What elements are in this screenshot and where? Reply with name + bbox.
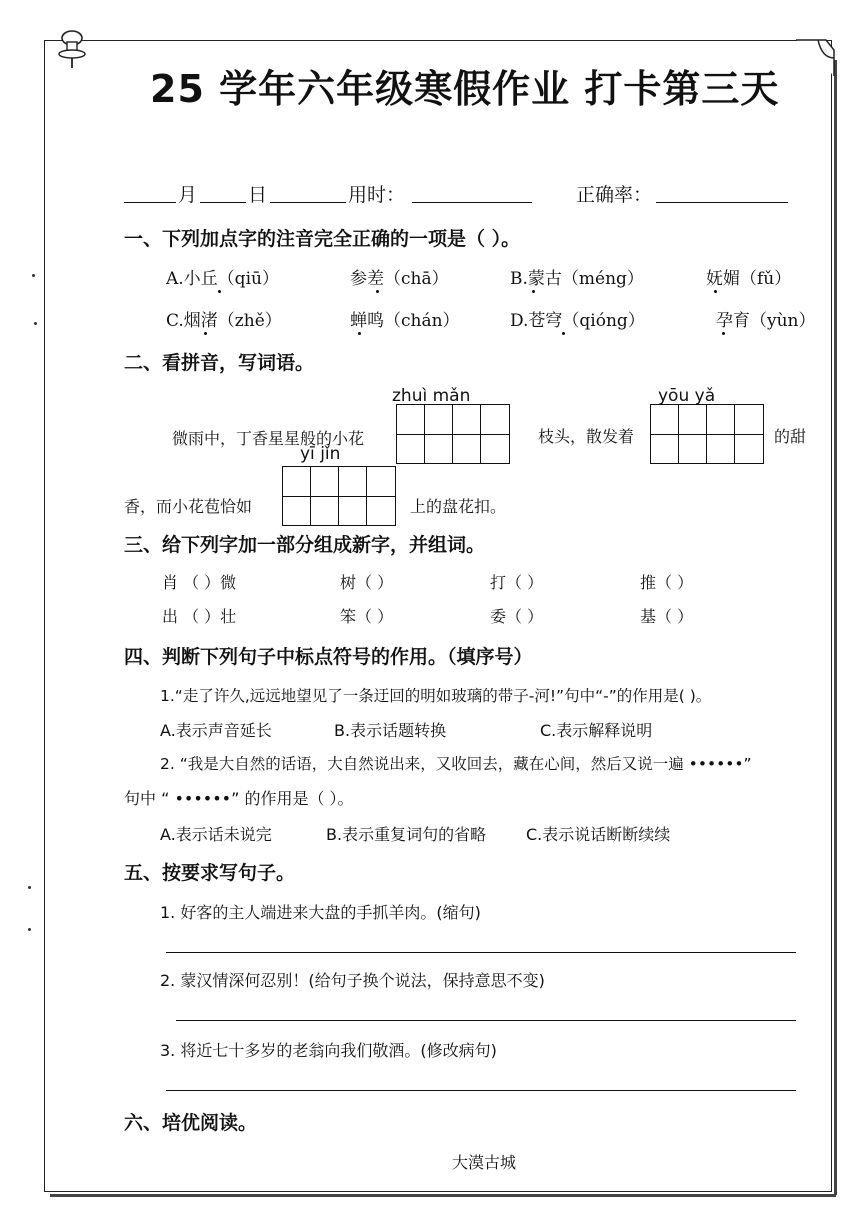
question-5-2: 2. 蒙汉情深何忍别！(给句子换个说法，保持意思不变) bbox=[160, 971, 545, 990]
day-label: 日 bbox=[248, 184, 268, 206]
q4-2-option-b: B.表示重复词句的省略 bbox=[326, 825, 487, 844]
scan-speck bbox=[34, 322, 37, 325]
section-5-heading: 五、按要求写句子。 bbox=[124, 862, 296, 884]
month-label: 月 bbox=[178, 184, 198, 206]
time-blank[interactable] bbox=[412, 202, 532, 203]
option-d-2: 孕育（yùn） bbox=[716, 311, 816, 331]
emphasis-dot bbox=[722, 332, 725, 335]
passage-title: 大漠古城 bbox=[452, 1153, 517, 1172]
sentence-part-2: 枝头，散发着 bbox=[538, 427, 635, 446]
q4-2-option-a: A.表示话未说完 bbox=[160, 825, 272, 844]
emphasis-dot bbox=[358, 332, 361, 335]
q4-1-option-b: B.表示话题转换 bbox=[334, 721, 447, 740]
sentence-part-4: 香，而小花苞恰如 bbox=[124, 497, 253, 516]
answer-line-5-3[interactable] bbox=[166, 1090, 796, 1091]
scan-speck bbox=[28, 886, 31, 889]
option-a-1: A.小丘（qiū） bbox=[166, 269, 279, 289]
option-b-2: 妩媚（fǔ） bbox=[706, 269, 792, 289]
folded-corner-icon bbox=[796, 36, 836, 76]
question-4-2-line-2: 句中 “ ••••••” 的作用是（ ）。 bbox=[124, 789, 354, 808]
char-item: 推（ ） bbox=[640, 573, 694, 592]
page-shadow-right bbox=[834, 60, 837, 1195]
question-4-2-line-1: 2. “我是大自然的话语，大自然说出来，又收回去，藏在心间，然后又说一遍 ••••••” bbox=[160, 755, 752, 773]
char-item: 委（ ） bbox=[490, 607, 544, 626]
char-item: 基（ ） bbox=[640, 607, 694, 626]
time-label: 用时： bbox=[348, 184, 406, 206]
answer-grid-youya[interactable] bbox=[650, 404, 764, 464]
q4-1-option-a: A.表示声音延长 bbox=[160, 721, 272, 740]
emphasis-dot bbox=[204, 332, 207, 335]
answer-line-5-1[interactable] bbox=[166, 952, 796, 953]
month-blank[interactable] bbox=[124, 202, 176, 203]
char-item: 树（ ） bbox=[340, 573, 394, 592]
emphasis-dot bbox=[218, 290, 221, 293]
emphasis-dot bbox=[532, 290, 535, 293]
answer-line-5-2[interactable] bbox=[176, 1020, 796, 1021]
page-shadow-bottom bbox=[50, 1194, 836, 1197]
option-b-1: B.蒙古（méng） bbox=[510, 269, 644, 289]
option-c-2: 蝉鸣（chán） bbox=[350, 311, 460, 331]
q4-1-option-c: C.表示解释说明 bbox=[540, 721, 653, 740]
option-a-2: 参差（chā） bbox=[350, 269, 449, 289]
pinyin-youya: yōu yǎ bbox=[658, 386, 716, 406]
question-5-3: 3. 将近七十多岁的老翁向我们敬酒。(修改病句) bbox=[160, 1041, 497, 1060]
emphasis-dot bbox=[714, 290, 717, 293]
char-item: 出 （ ）壮 bbox=[162, 607, 237, 626]
accuracy-label: 正确率： bbox=[576, 184, 653, 206]
answer-grid-yijin[interactable] bbox=[282, 466, 396, 526]
pinyin-yijin: yī jǐn bbox=[300, 444, 341, 464]
answer-grid-zhuiman[interactable] bbox=[396, 404, 510, 464]
emphasis-dot bbox=[562, 332, 565, 335]
pinyin-zhuiman: zhuì mǎn bbox=[392, 386, 471, 406]
day-blank[interactable] bbox=[200, 202, 246, 203]
option-c-1: C.烟渚（zhě） bbox=[166, 311, 282, 331]
pushpin-icon bbox=[52, 28, 92, 70]
section-2-heading: 二、看拼音，写词语。 bbox=[124, 352, 315, 374]
option-d-1: D.苍穹（qióng） bbox=[510, 311, 645, 331]
page-title: 25 学年六年级寒假作业 打卡第三天 bbox=[150, 67, 780, 111]
scan-speck bbox=[32, 274, 35, 277]
section-6-heading: 六、培优阅读。 bbox=[124, 1112, 258, 1134]
accuracy-blank[interactable] bbox=[656, 202, 788, 203]
question-5-1: 1. 好客的主人端进来大盘的手抓羊肉。(缩句) bbox=[160, 903, 481, 922]
char-item: 肖 （ ）微 bbox=[162, 573, 237, 592]
section-3-heading: 三、给下列字加一部分组成新字，并组词。 bbox=[124, 534, 486, 556]
section-4-heading: 四、判断下列句子中标点符号的作用。（填序号） bbox=[124, 646, 533, 668]
scan-speck bbox=[28, 928, 31, 931]
sentence-part-5: 上的盘花扣。 bbox=[410, 497, 507, 516]
time-blank-left[interactable] bbox=[270, 202, 346, 203]
section-1-heading: 一、下列加点字的注音完全正确的一项是（ ）。 bbox=[124, 228, 521, 250]
sentence-part-3: 的甜 bbox=[774, 427, 807, 446]
sentence-part-1: 微雨中，丁香星星般的小花 bbox=[172, 429, 365, 448]
q4-2-option-c: C.表示说话断断续续 bbox=[526, 825, 671, 844]
question-4-1: 1.“走了许久,远远地望见了一条迂回的明如玻璃的带子-河!”句中“-”的作用是( )。 bbox=[160, 687, 712, 705]
char-item: 笨（ ） bbox=[340, 607, 394, 626]
emphasis-dot bbox=[376, 290, 379, 293]
char-item: 打（ ） bbox=[490, 573, 544, 592]
